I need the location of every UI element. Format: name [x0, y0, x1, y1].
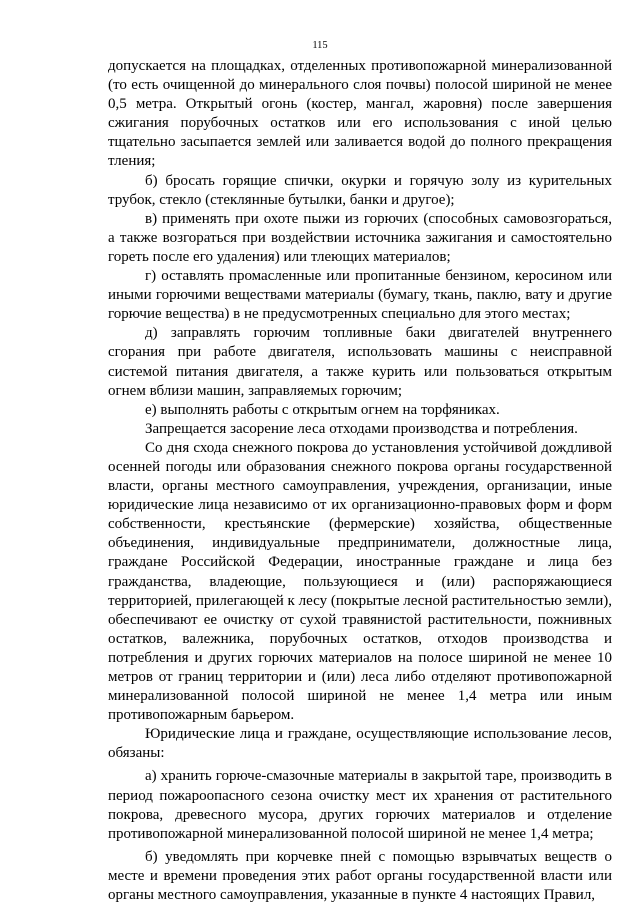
paragraph-item-e: е) выполнять работы с открытым огнем на торфяниках.: [145, 401, 500, 418]
paragraph-obligation-a: а) хранить горюче-смазочные материалы в закрытой таре, производить в период пожароопасного сезона очистку мест их хранения от растительного покрова, древесного мусора, других горючих материалов и отделение противопожарной минерализованной полосой шириной не менее 1,4 метра;: [108, 768, 612, 842]
document-body: [108, 57, 612, 905]
page-number: 115: [312, 40, 328, 51]
paragraph-obligations-intro: Юридические лица и граждане, осуществляющие использование лесов, обязаны:: [108, 726, 612, 762]
paragraph-obligation-b: б) уведомлять при корчевке пней с помощью взрывчатых веществ о месте и времени проведения этих работ органы государственной власти или органы местного самоуправления, указанные в пункте 4 настоящих Правил,: [108, 848, 612, 904]
paragraph-item-d: д) заправлять горючим топливные баки двигателей внутреннего сгорания при работе двигателя, использовать машины с неисправной системой питания двигателя, а также курить или пользоваться открытым огнем вблизи машин, заправляемых горючим;: [108, 325, 612, 399]
paragraph-snow-cover: Со дня схода снежного покрова до установления устойчивой дождливой осенней погоды или образования снежного покрова органы государственной власти, органы местного самоуправления, учреждения, организации, иные юридические лица независимо от их организационно-правовых форм и форм собственности, крестьянские (фермерские) хозяйства, общественные объединения, индивидуальные предприниматели, должностные лица, граждане Российской Федерации, иностранные граждане и лица без гражданства, владеющие, пользующиеся и (или) распоряжающиеся территорией, прилегающей к лесу (покрытые лесной растительностью земли), обеспечивают ее очистку от сухой травянистой растительности, пожнивных остатков, валежника, порубочных остатков, отходов производства и потребления и других горючих материалов на полосе шириной не менее 10 метров от границ территории и (или) леса либо отделяют противопожарной минерализованной полосой шириной не менее 1,4 метра или иным противопожарным барьером.: [108, 439, 612, 724]
paragraph-prohibition: Запрещается засорение леса отходами производства и потребления.: [145, 420, 578, 437]
paragraph-item-v: в) применять при охоте пыжи из горючих (способных самовозгораться, а также возгораться при воздействии источника зажигания и самостоятельно гореть после его удаления) или тлеющих материалов;: [108, 210, 612, 265]
paragraph-item-g: г) оставлять промасленные или пропитанные бензином, керосином или иными горючими веществами материалы (бумагу, ткань, паклю, вату и другие горючие вещества) в не предусмотренных специально для этого местах;: [108, 268, 612, 323]
paragraph-item-b: б) бросать горящие спички, окурки и горячую золу из курительных трубок, стекло (стеклянные бутылки, банки и другое);: [108, 172, 612, 208]
paragraph-continuation: допускается на площадках, отделенных противопожарной минерализованной (то есть очищенной до минерального слоя почвы) полосой шириной не менее 0,5 метра. Открытый огонь (костер, мангал, жаровня) после завершения сжигания порубочных остатков или его использования с иной целью тщательно засыпается землей или заливается водой до полного прекращения тления;: [108, 58, 612, 170]
